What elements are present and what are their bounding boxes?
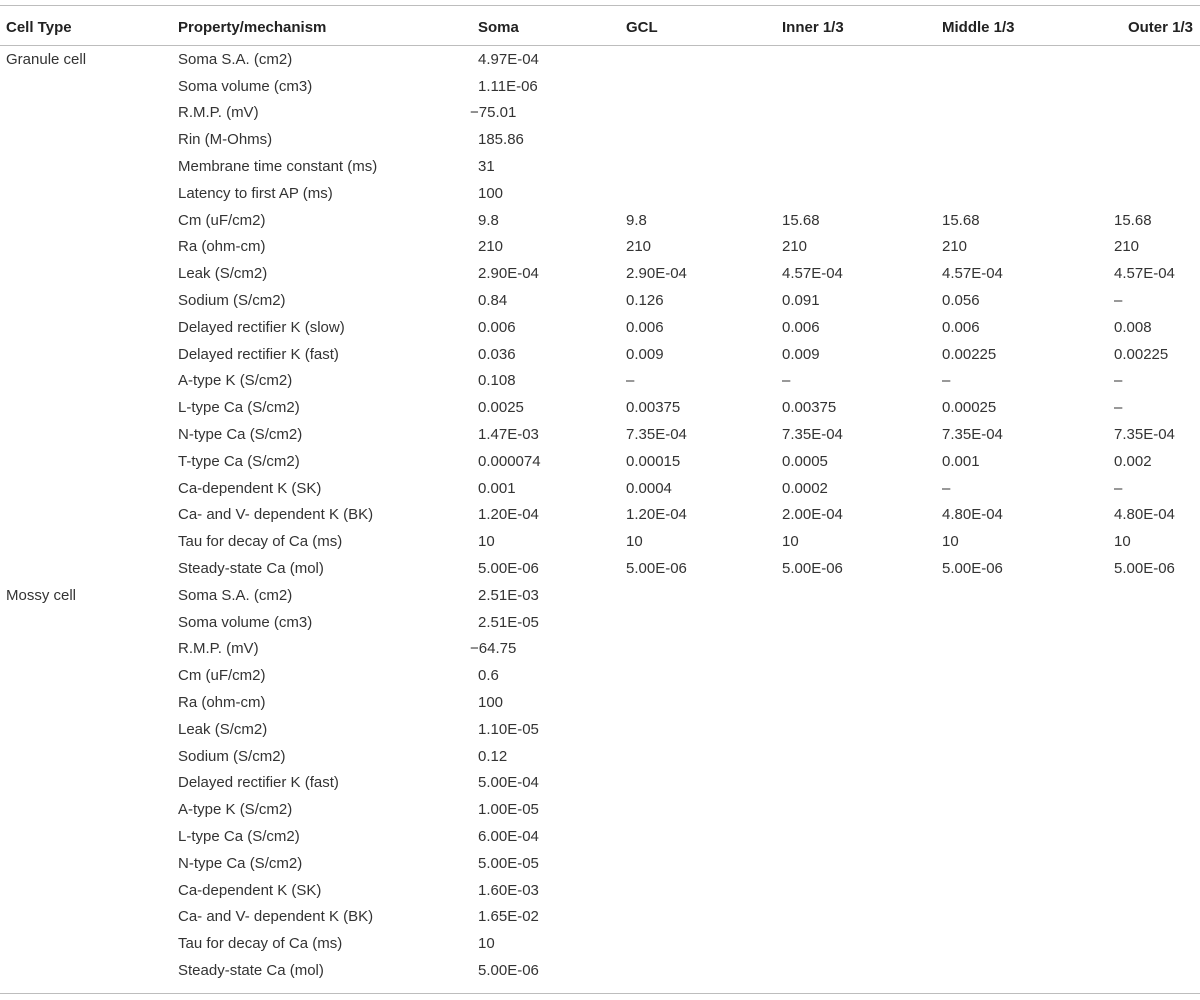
- value-inner: [782, 636, 942, 663]
- property-name: Sodium (S/cm2): [178, 292, 286, 310]
- value-inner: 0.091: [782, 292, 820, 310]
- property-name: Cm (uF/cm2): [178, 211, 266, 229]
- value-gcl: [626, 850, 782, 877]
- value-outer: 210: [1114, 238, 1140, 256]
- value-gcl: 2.90E-04: [626, 265, 687, 283]
- cell-type-label: [0, 180, 170, 207]
- cell-type-label: [0, 957, 170, 984]
- cell-type-label: [0, 877, 170, 904]
- value-soma: 0.000074: [478, 452, 541, 470]
- cell-type-label: [0, 743, 170, 770]
- value-outer: 10: [1114, 533, 1131, 551]
- table-row: [0, 743, 1200, 770]
- value-outer: [1114, 743, 1200, 770]
- top-rule: [0, 5, 1200, 6]
- value-inner: [782, 796, 942, 823]
- value-gcl: [626, 689, 782, 716]
- value-soma: 31: [478, 158, 495, 176]
- header-cell-type: Cell Type: [6, 18, 72, 36]
- value-middle: [942, 73, 1114, 100]
- table-row: [0, 341, 1200, 368]
- value-outer: [1114, 180, 1200, 207]
- value-gcl: 7.35E-04: [626, 426, 687, 444]
- value-outer: [1114, 153, 1200, 180]
- value-inner: 210: [782, 238, 808, 256]
- table-row: [0, 904, 1200, 931]
- value-middle: 4.57E-04: [942, 265, 1003, 283]
- value-soma: 0.0025: [478, 399, 524, 417]
- value-middle: [942, 904, 1114, 931]
- value-inner: [782, 877, 942, 904]
- value-inner: –: [782, 372, 791, 390]
- table-row: [0, 609, 1200, 636]
- table-row: [0, 260, 1200, 287]
- value-middle: [942, 716, 1114, 743]
- value-gcl: [626, 100, 782, 127]
- cell-type-label: [0, 448, 170, 475]
- value-gcl: –: [626, 372, 635, 390]
- value-middle: [942, 180, 1114, 207]
- property-name: Soma volume (cm3): [178, 77, 313, 95]
- value-middle: [942, 796, 1114, 823]
- value-gcl: [626, 636, 782, 663]
- value-outer: 4.57E-04: [1114, 265, 1175, 283]
- value-inner: [782, 930, 942, 957]
- table-row: [0, 100, 1200, 127]
- value-inner: 0.009: [782, 345, 820, 363]
- value-inner: [782, 743, 942, 770]
- value-soma: 6.00E-04: [478, 828, 539, 845]
- property-name: L-type Ca (S/cm2): [178, 828, 300, 845]
- property-name: N-type Ca (S/cm2): [178, 854, 303, 872]
- table-row: [0, 287, 1200, 314]
- value-gcl: [626, 877, 782, 904]
- property-name: Soma S.A. (cm2): [178, 50, 293, 68]
- value-middle: 4.80E-04: [942, 506, 1003, 524]
- cell-type-label: [0, 823, 170, 850]
- value-soma: 10: [478, 935, 495, 953]
- property-name: Leak (S/cm2): [178, 265, 268, 283]
- value-inner: 10: [782, 533, 799, 551]
- value-outer: 15.68: [1114, 211, 1152, 229]
- value-middle: [942, 877, 1114, 904]
- cell-type-label: [0, 475, 170, 502]
- cell-type-label: [0, 73, 170, 100]
- table-row: [0, 555, 1200, 582]
- value-outer: [1114, 716, 1200, 743]
- value-gcl: [626, 930, 782, 957]
- value-middle: [942, 100, 1114, 127]
- value-outer: [1114, 904, 1200, 931]
- value-middle: [942, 126, 1114, 153]
- value-gcl: [626, 180, 782, 207]
- value-middle: [942, 636, 1114, 663]
- table-row: [0, 126, 1200, 153]
- cell-type-label: [0, 368, 170, 395]
- cell-type-label: [0, 904, 170, 931]
- value-outer: 0.008: [1114, 318, 1152, 336]
- table-row: [0, 930, 1200, 957]
- value-middle: –: [942, 372, 951, 390]
- cell-type-label: [0, 287, 170, 314]
- cell-type-label: [0, 796, 170, 823]
- value-middle: [942, 153, 1114, 180]
- value-gcl: 210: [626, 238, 652, 256]
- cell-type-label: [0, 636, 170, 663]
- value-middle: –: [942, 479, 951, 497]
- property-name: Membrane time constant (ms): [178, 158, 378, 176]
- property-name: R.M.P. (mV): [178, 640, 259, 658]
- property-name: A-type K (S/cm2): [178, 801, 293, 819]
- value-middle: [942, 662, 1114, 689]
- value-soma: 5.00E-06: [478, 560, 539, 578]
- table-row: [0, 582, 1200, 609]
- value-gcl: [626, 73, 782, 100]
- value-soma: −64.75: [470, 640, 517, 658]
- property-name: Delayed rectifier K (fast): [178, 774, 339, 792]
- property-name: Leak (S/cm2): [178, 720, 268, 738]
- value-soma: 100: [478, 694, 504, 712]
- property-name: Tau for decay of Ca (ms): [178, 533, 343, 551]
- table-row: [0, 957, 1200, 984]
- property-name: L-type Ca (S/cm2): [178, 399, 300, 417]
- value-outer: [1114, 689, 1200, 716]
- value-middle: [942, 770, 1114, 797]
- value-soma: 10: [478, 533, 495, 551]
- value-gcl: [626, 957, 782, 984]
- header-soma: Soma: [478, 18, 519, 36]
- value-inner: [782, 582, 942, 609]
- value-outer: [1114, 850, 1200, 877]
- value-gcl: [626, 43, 782, 73]
- cell-type-label: [0, 394, 170, 421]
- property-name: Steady-state Ca (mol): [178, 560, 324, 578]
- value-gcl: 0.0004: [626, 479, 672, 497]
- property-name: Soma S.A. (cm2): [178, 586, 293, 604]
- value-outer: [1114, 877, 1200, 904]
- value-gcl: [626, 153, 782, 180]
- parameter-table: [0, 11, 1200, 984]
- value-outer: [1114, 662, 1200, 689]
- cell-type-label: [0, 689, 170, 716]
- value-middle: 0.001: [942, 452, 980, 470]
- value-soma: 210: [478, 238, 504, 256]
- value-soma: 5.00E-04: [478, 774, 539, 792]
- value-inner: [782, 716, 942, 743]
- value-gcl: 9.8: [626, 211, 647, 229]
- value-gcl: [626, 662, 782, 689]
- property-name: Steady-state Ca (mol): [178, 961, 324, 979]
- value-outer: [1114, 770, 1200, 797]
- value-gcl: 0.126: [626, 292, 664, 310]
- value-gcl: [626, 126, 782, 153]
- value-middle: [942, 850, 1114, 877]
- value-soma: 185.86: [478, 131, 524, 149]
- value-middle: 15.68: [942, 211, 980, 229]
- value-inner: [782, 126, 942, 153]
- value-middle: 0.00025: [942, 399, 997, 417]
- value-inner: [782, 689, 942, 716]
- value-soma: 4.97E-04: [478, 50, 539, 68]
- value-inner: 0.006: [782, 318, 820, 336]
- table-row: [0, 234, 1200, 261]
- value-soma: 1.60E-03: [478, 881, 539, 899]
- value-outer: [1114, 100, 1200, 127]
- value-gcl: [626, 716, 782, 743]
- value-gcl: [626, 770, 782, 797]
- value-outer: [1114, 126, 1200, 153]
- property-name: Tau for decay of Ca (ms): [178, 935, 343, 953]
- table-row: [0, 43, 1200, 73]
- value-soma: 1.20E-04: [478, 506, 539, 524]
- table-row: [0, 421, 1200, 448]
- property-name: Ca- and V- dependent K (BK): [178, 506, 374, 524]
- value-soma: 2.51E-03: [478, 586, 539, 604]
- value-outer: 7.35E-04: [1114, 426, 1175, 444]
- value-inner: 0.00375: [782, 399, 837, 417]
- value-soma: 0.6: [478, 667, 499, 685]
- property-name: Ra (ohm-cm): [178, 238, 266, 256]
- value-gcl: 1.20E-04: [626, 506, 687, 524]
- value-inner: 4.57E-04: [782, 265, 843, 283]
- table-row: [0, 448, 1200, 475]
- value-gcl: 10: [626, 533, 643, 551]
- value-inner: 0.0005: [782, 452, 828, 470]
- cell-type-label: [0, 153, 170, 180]
- value-inner: [782, 100, 942, 127]
- cell-type-label: Granule cell: [6, 50, 87, 68]
- value-soma: 5.00E-05: [478, 854, 539, 872]
- value-inner: [782, 43, 942, 73]
- value-outer: [1114, 823, 1200, 850]
- header-gcl: GCL: [626, 18, 658, 36]
- value-inner: 2.00E-04: [782, 506, 843, 524]
- property-name: Latency to first AP (ms): [178, 184, 333, 202]
- value-outer: –: [1114, 292, 1123, 310]
- value-inner: [782, 904, 942, 931]
- cell-type-label: [0, 314, 170, 341]
- value-inner: [782, 770, 942, 797]
- value-outer: [1114, 609, 1200, 636]
- value-outer: –: [1114, 479, 1123, 497]
- header-row: [0, 11, 1200, 43]
- value-outer: 0.00225: [1114, 345, 1169, 363]
- table-row: [0, 475, 1200, 502]
- table-row: [0, 850, 1200, 877]
- header-property: Property/mechanism: [178, 18, 327, 36]
- value-soma: 0.12: [478, 747, 508, 765]
- value-middle: [942, 689, 1114, 716]
- value-soma: 9.8: [478, 211, 499, 229]
- value-inner: [782, 662, 942, 689]
- bottom-rule: [0, 993, 1200, 994]
- value-middle: [942, 43, 1114, 73]
- value-soma: 2.51E-05: [478, 613, 539, 631]
- value-gcl: [626, 609, 782, 636]
- table-row: [0, 796, 1200, 823]
- cell-type-label: [0, 555, 170, 582]
- table-row: [0, 394, 1200, 421]
- cell-type-label: [0, 716, 170, 743]
- header-inner: Inner 1/3: [782, 18, 844, 36]
- table-row: [0, 314, 1200, 341]
- table-row: [0, 73, 1200, 100]
- value-soma: 5.00E-06: [478, 961, 539, 979]
- table-row: [0, 877, 1200, 904]
- value-middle: 0.006: [942, 318, 980, 336]
- value-outer: 4.80E-04: [1114, 506, 1175, 524]
- value-gcl: 5.00E-06: [626, 560, 687, 578]
- property-name: Rin (M-Ohms): [178, 131, 273, 149]
- value-gcl: [626, 823, 782, 850]
- property-name: T-type Ca (S/cm2): [178, 452, 300, 470]
- value-gcl: [626, 582, 782, 609]
- cell-type-label: [0, 930, 170, 957]
- cell-type-label: [0, 126, 170, 153]
- cell-type-label: Mossy cell: [6, 586, 77, 604]
- cell-type-label: [0, 421, 170, 448]
- value-middle: [942, 743, 1114, 770]
- cell-type-label: [0, 100, 170, 127]
- value-outer: [1114, 43, 1200, 73]
- value-soma: 100: [478, 184, 504, 202]
- value-inner: 7.35E-04: [782, 426, 843, 444]
- value-gcl: 0.006: [626, 318, 664, 336]
- value-soma: 1.47E-03: [478, 426, 539, 444]
- property-name: A-type K (S/cm2): [178, 372, 293, 390]
- value-middle: [942, 582, 1114, 609]
- property-name: Sodium (S/cm2): [178, 747, 286, 765]
- value-inner: [782, 850, 942, 877]
- value-outer: –: [1114, 372, 1123, 390]
- cell-type-label: [0, 662, 170, 689]
- cell-type-label: [0, 207, 170, 234]
- property-name: Ca-dependent K (SK): [178, 479, 322, 497]
- value-soma: 0.108: [478, 372, 516, 390]
- value-gcl: [626, 796, 782, 823]
- property-name: Delayed rectifier K (slow): [178, 318, 345, 336]
- value-soma: 1.00E-05: [478, 801, 539, 819]
- table-row: [0, 823, 1200, 850]
- property-name: Cm (uF/cm2): [178, 667, 266, 685]
- cell-type-label: [0, 770, 170, 797]
- value-outer: [1114, 796, 1200, 823]
- value-inner: [782, 180, 942, 207]
- cell-type-label: [0, 502, 170, 529]
- property-name: Ca-dependent K (SK): [178, 881, 322, 899]
- value-middle: [942, 930, 1114, 957]
- value-soma: −75.01: [470, 104, 517, 122]
- value-middle: [942, 609, 1114, 636]
- value-outer: 5.00E-06: [1114, 560, 1175, 578]
- table-row: [0, 502, 1200, 529]
- table-row: [0, 368, 1200, 395]
- cell-type-label: [0, 609, 170, 636]
- value-inner: 5.00E-06: [782, 560, 843, 578]
- value-outer: [1114, 582, 1200, 609]
- property-name: Ra (ohm-cm): [178, 694, 266, 712]
- value-soma: 1.11E-06: [478, 77, 538, 95]
- value-middle: 0.056: [942, 292, 980, 310]
- value-soma: 0.006: [478, 318, 516, 336]
- value-inner: 0.0002: [782, 479, 828, 497]
- value-inner: [782, 957, 942, 984]
- value-gcl: 0.009: [626, 345, 664, 363]
- value-gcl: [626, 904, 782, 931]
- value-middle: 0.00225: [942, 345, 997, 363]
- property-name: Soma volume (cm3): [178, 613, 313, 631]
- table-row: [0, 689, 1200, 716]
- value-middle: 210: [942, 238, 968, 256]
- value-gcl: [626, 743, 782, 770]
- table-row: [0, 662, 1200, 689]
- table-row: [0, 180, 1200, 207]
- value-soma: 0.84: [478, 292, 508, 310]
- cell-type-label: [0, 260, 170, 287]
- value-soma: 0.001: [478, 479, 516, 497]
- value-soma: 1.65E-02: [478, 908, 539, 926]
- property-name: N-type Ca (S/cm2): [178, 426, 303, 444]
- cell-type-label: [0, 528, 170, 555]
- value-inner: [782, 153, 942, 180]
- value-outer: [1114, 73, 1200, 100]
- value-inner: [782, 609, 942, 636]
- value-gcl: 0.00015: [626, 452, 681, 470]
- value-inner: [782, 823, 942, 850]
- value-outer: 0.002: [1114, 452, 1152, 470]
- value-inner: [782, 73, 942, 100]
- header-middle: Middle 1/3: [942, 18, 1015, 36]
- value-outer: [1114, 930, 1200, 957]
- table-row: [0, 770, 1200, 797]
- value-outer: [1114, 957, 1200, 984]
- table-row: [0, 636, 1200, 663]
- value-outer: [1114, 636, 1200, 663]
- value-middle: 5.00E-06: [942, 560, 1003, 578]
- cell-type-label: [0, 850, 170, 877]
- value-soma: 1.10E-05: [478, 720, 539, 738]
- value-middle: [942, 957, 1114, 984]
- value-middle: 7.35E-04: [942, 426, 1003, 444]
- value-soma: 2.90E-04: [478, 265, 539, 283]
- value-middle: [942, 823, 1114, 850]
- value-soma: 0.036: [478, 345, 516, 363]
- header-outer: Outer 1/3: [1127, 18, 1193, 36]
- table-row: [0, 716, 1200, 743]
- property-name: Ca- and V- dependent K (BK): [178, 908, 374, 926]
- table-row: [0, 528, 1200, 555]
- value-outer: –: [1114, 399, 1123, 417]
- cell-type-label: [0, 341, 170, 368]
- table-row: [0, 207, 1200, 234]
- cell-type-label: [0, 234, 170, 261]
- value-inner: 15.68: [782, 211, 820, 229]
- value-gcl: 0.00375: [626, 399, 681, 417]
- table-body: [0, 43, 1200, 984]
- property-name: R.M.P. (mV): [178, 104, 259, 122]
- property-name: Delayed rectifier K (fast): [178, 345, 339, 363]
- table-row: [0, 153, 1200, 180]
- value-middle: 10: [942, 533, 959, 551]
